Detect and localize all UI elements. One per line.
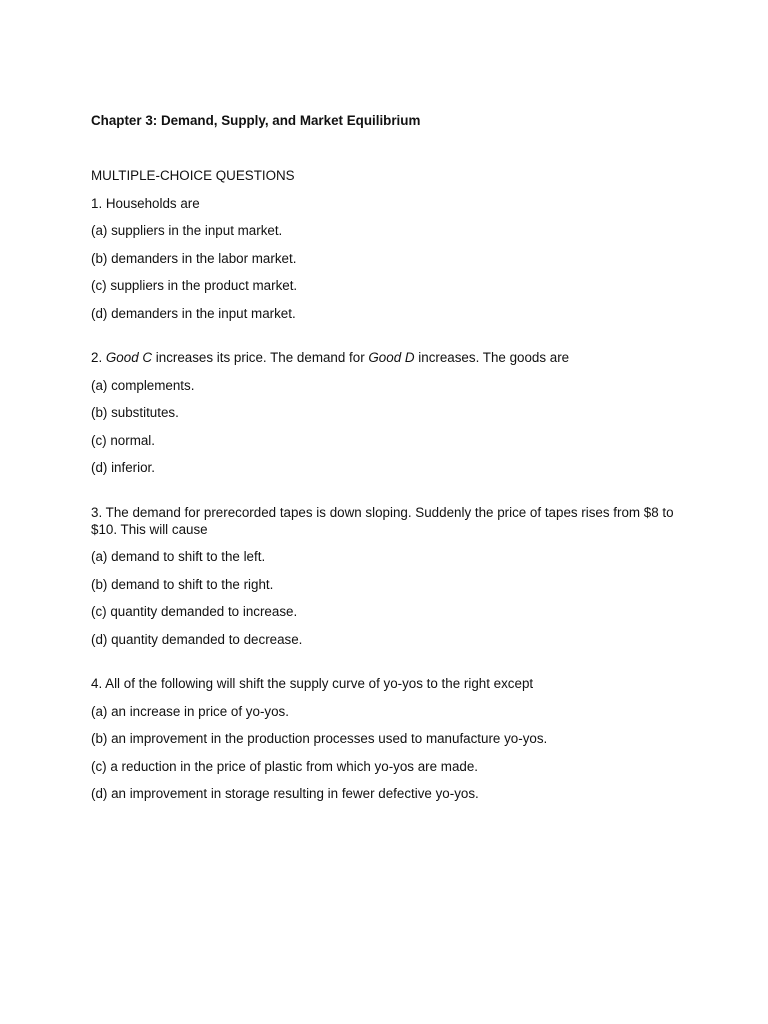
question-2-stem-part-5: increases. The goods are bbox=[414, 350, 570, 365]
question-1-option-c: (c) suppliers in the product market. bbox=[91, 278, 298, 293]
question-1-option-b: (b) demanders in the labor market. bbox=[91, 250, 297, 266]
question-2-stem bbox=[91, 349, 691, 366]
question-4-stem: 4. All of the following will shift the supply curve of yo-yos to the right except bbox=[91, 676, 534, 691]
question-4-option-c: (c) a reduction in the price of plastic from which yo-yos are made. bbox=[91, 758, 479, 774]
chapter-title: Chapter 3: Demand, Supply, and Market Equilibrium bbox=[91, 113, 421, 128]
question-1 bbox=[91, 195, 691, 322]
question-2 bbox=[91, 349, 691, 476]
question-3-option-a: (a) demand to shift to the left. bbox=[91, 549, 266, 564]
question-2-good-d: Good D bbox=[368, 350, 415, 365]
question-2-good-c: Good C bbox=[105, 350, 153, 365]
question-2-option-c: (c) normal. bbox=[91, 432, 155, 448]
question-2-stem-part-1: 2. bbox=[91, 350, 106, 365]
section-heading: MULTIPLE-CHOICE QUESTIONS bbox=[91, 168, 295, 183]
question-3-option-c: (c) quantity demanded to increase. bbox=[91, 604, 298, 619]
question-2-option-a: (a) complements. bbox=[91, 377, 195, 393]
question-4-option-b: (b) an improvement in the production processes used to manufacture yo-yos. bbox=[91, 731, 548, 746]
question-3-option-b: (b) demand to shift to the right. bbox=[91, 576, 274, 592]
question-4-option-a: (a) an increase in price of yo-yos. bbox=[91, 703, 289, 719]
question-1-option-a: (a) suppliers in the input market. bbox=[91, 223, 283, 238]
question-2-stem-part-3: increases its price. The demand for bbox=[152, 350, 369, 365]
question-4 bbox=[91, 675, 691, 802]
question-1-option-d: (d) demanders in the input market. bbox=[91, 305, 296, 321]
question-3-option-d: (d) quantity demanded to decrease. bbox=[91, 631, 303, 647]
question-2-option-d: (d) inferior. bbox=[91, 460, 155, 475]
question-1-stem: 1. Households are bbox=[91, 195, 200, 211]
question-3-stem: 3. The demand for prerecorded tapes is down sloping. Suddenly the price of tapes rises from $8 to $10. This will cause bbox=[91, 504, 674, 537]
question-2-option-b: (b) substitutes. bbox=[91, 405, 179, 420]
question-4-option-d: (d) an improvement in storage resulting in fewer defective yo-yos. bbox=[91, 786, 479, 801]
document-content bbox=[91, 112, 691, 813]
question-3 bbox=[91, 504, 691, 648]
